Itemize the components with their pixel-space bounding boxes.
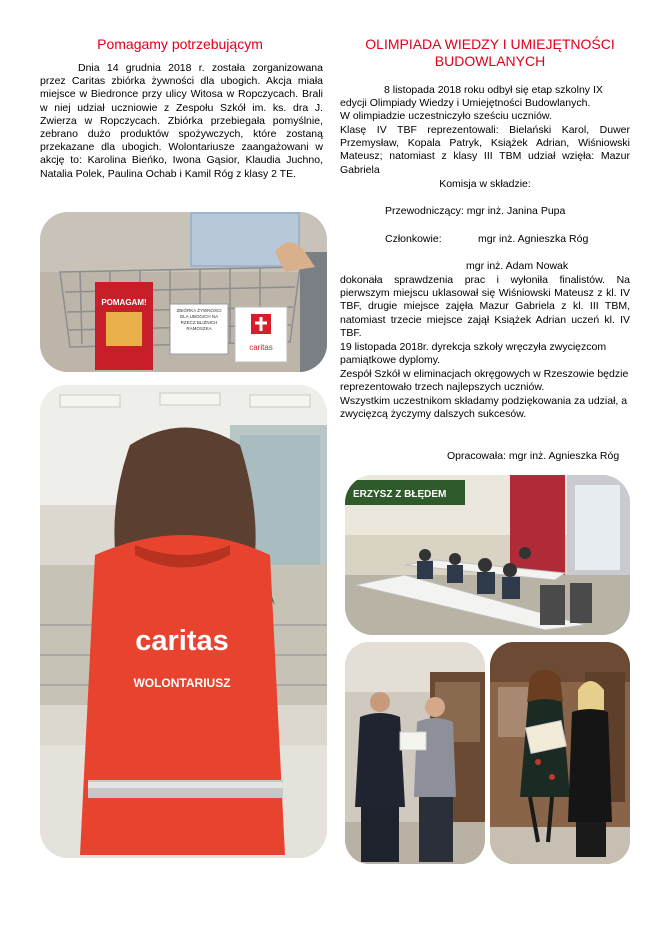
author-line: Opracowała: mgr inż. Agnieszka Róg [447, 450, 620, 462]
vest-role-text: WOLONTARIUSZ [133, 676, 231, 690]
right-article-title: OLIMPIADA WIEDZY I UMIEJĘTNOŚCI BUDOWLANYCH [365, 36, 615, 69]
olympiad-classroom-photo [345, 475, 630, 635]
member-1: mgr inż. Agnieszka Róg [478, 233, 589, 245]
winner-diploma-photo [490, 642, 630, 864]
thanks-paragraph: Wszystkim uczestnikom składamy podziękowania za udział, a zwycięzcą życzymy dalszych sukcesów. [340, 395, 628, 421]
diploma-handover-photo [345, 642, 485, 864]
commission-heading: Komisja w składzie: [439, 178, 531, 190]
participants-line: W olimpiadzie uczestniczyło sześciu uczniów. [340, 110, 552, 122]
banner-text: POMAGAM! [101, 298, 147, 307]
left-article-title: Pomagamy potrzebującym [97, 36, 263, 52]
collection-sign [170, 304, 228, 354]
caritas-logo-sign [235, 307, 287, 362]
left-article-body: Dnia 14 grudnia 2018 r. została zorganizowana przez Caritas zbiórka żywności dla ubogich. Akcja miała miejsce w Biedronce przy ulicy Witosa w Ropczycach. Brali w niej udział uczniowie z Zespołu Szkół im. ks. dra J. Zwierza w Ropczycach. Zbiórka przebiegała pomyślnie, zebrano dużo produktów spożywczych, które zostaną przekazane dla ubogich. Wolontariusze zaangażowani w akcję to: Karolina Bieńko, Iwona Gąsior, Klaudia Juchno, Natalia Polek, Paulina Ochab i Kamil Róg z klasy 2 TE. [40, 62, 323, 180]
awards-paragraph: 19 listopada 2018r. dyrekcja szkoły wręczyła zwycięzcom pamiątkowe dyplomy. [340, 341, 607, 367]
commission-chair: Przewodniczący: mgr inż. Janina Pupa [385, 205, 566, 217]
sign-text: ZBIÓRKA ŻYWNOŚCI DLA UBOGICH NA RZECZ BLIŹNICH RAMOSZKA [176, 308, 222, 331]
results-paragraph: dokonała sprawdzenia prac i wyłoniła finalistów. Na pierwszym miejscu uklasował się Wiśniowski Mateusz z kl. IV TBF, drugie miejsce zajęła Mazur Gabriela z kl. III TBM, natomiast trzecie miejsce zajął Książek Adrian uczeń kl. IV TBF. [340, 274, 630, 339]
classroom-banner-text: ERZYSZ Z BŁĘDEM [353, 489, 447, 500]
classes-paragraph: Klasę IV TBF reprezentowali: Bielański Karol, Duwer Przemysław, Kopala Patryk, Książek Adrian, Wiśniowski Mateusz; natomiast z klasy III TBM udział wzięła: Mazur Gabriela [340, 124, 630, 176]
vest-brand-text: caritas [135, 625, 229, 657]
regional-paragraph: Zespół Szkół w eliminacjach okręgowych w Rzeszowie będzie reprezentowało trzech najlepszych uczniów. [340, 368, 629, 394]
member-2: mgr inż. Adam Nowak [466, 260, 569, 272]
pomagam-banner [95, 282, 153, 370]
members-label: Członkowie: [385, 233, 442, 245]
food-collection-photo [40, 212, 327, 372]
volunteer-vest-photo [40, 385, 327, 858]
logo-text: caritas [249, 343, 273, 352]
intro-paragraph: 8 listopada 2018 roku odbył się etap szkolny IX edycji Olimpiady Wiedzy i Umiejętności Budowlanych. [340, 84, 603, 110]
